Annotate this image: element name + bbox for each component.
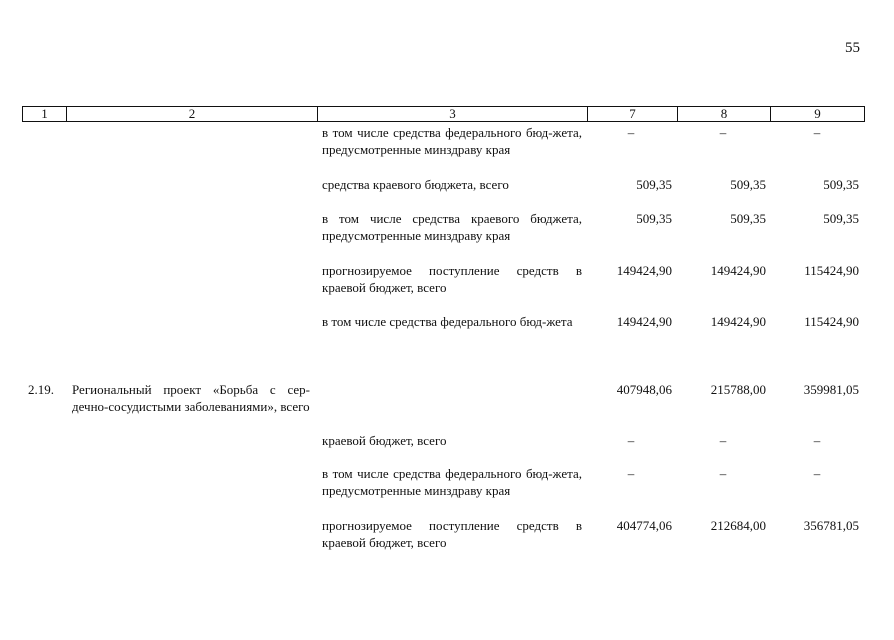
- project-value-col9: 359981,05: [803, 382, 859, 397]
- row-value-col7: –: [627, 125, 635, 140]
- project-value-col7: 407948,06: [616, 382, 672, 397]
- row-value-col7: –: [627, 433, 635, 448]
- row-value-col8: 149424,90: [710, 314, 766, 329]
- row-description: краевой бюджет, всего: [322, 433, 447, 448]
- row-value-col7: 509,35: [636, 177, 672, 192]
- project-index: 2.19.: [28, 382, 54, 397]
- row-value-col9: 115424,90: [804, 263, 859, 278]
- row-description: в том числе средства федерального бюд-жета, предусмотренные минздраву края: [322, 125, 582, 157]
- page-number: 55: [845, 40, 860, 56]
- row-value-col9: 356781,05: [803, 518, 859, 533]
- row-value-col9: –: [813, 125, 821, 140]
- header-col-2: 2: [67, 106, 318, 122]
- row-value-col9: 509,35: [823, 177, 859, 192]
- row-value-col9: 509,35: [823, 211, 859, 226]
- row-value-col7: 509,35: [636, 211, 672, 226]
- row-value-col7: 149424,90: [616, 314, 672, 329]
- row-value-col9: –: [813, 433, 821, 448]
- row-value-col8: –: [719, 433, 727, 448]
- row-value-col7: 404774,06: [616, 518, 672, 533]
- row-value-col7: 149424,90: [616, 263, 672, 278]
- row-value-col8: 509,35: [730, 177, 766, 192]
- project-name: Региональный проект «Борьба с сер-дечно-сосудистыми заболеваниями», всего: [72, 382, 310, 414]
- row-description: средства краевого бюджета, всего: [322, 177, 509, 192]
- row-description: в том числе средства федерального бюд-жета: [322, 314, 573, 329]
- project-value-col8: 215788,00: [710, 382, 766, 397]
- header-col-3: 3: [318, 106, 588, 122]
- row-value-col9: 115424,90: [804, 314, 859, 329]
- header-col-9: 9: [771, 106, 865, 122]
- row-value-col8: –: [719, 466, 727, 481]
- row-value-col7: –: [627, 466, 635, 481]
- row-value-col9: –: [813, 466, 821, 481]
- header-col-7: 7: [588, 106, 678, 122]
- row-description: прогнозируемое поступление средств в краевой бюджет, всего: [322, 518, 582, 550]
- row-value-col8: 212684,00: [710, 518, 766, 533]
- row-description: в том числе средства краевого бюджета, предусмотренные минздраву края: [322, 211, 582, 243]
- header-col-1: 1: [22, 106, 67, 122]
- row-description: прогнозируемое поступление средств в краевой бюджет, всего: [322, 263, 582, 295]
- row-description: в том числе средства федерального бюд-жета, предусмотренные минздраву края: [322, 466, 582, 498]
- row-value-col8: –: [719, 125, 727, 140]
- row-value-col8: 149424,90: [710, 263, 766, 278]
- row-value-col8: 509,35: [730, 211, 766, 226]
- header-col-8: 8: [678, 106, 771, 122]
